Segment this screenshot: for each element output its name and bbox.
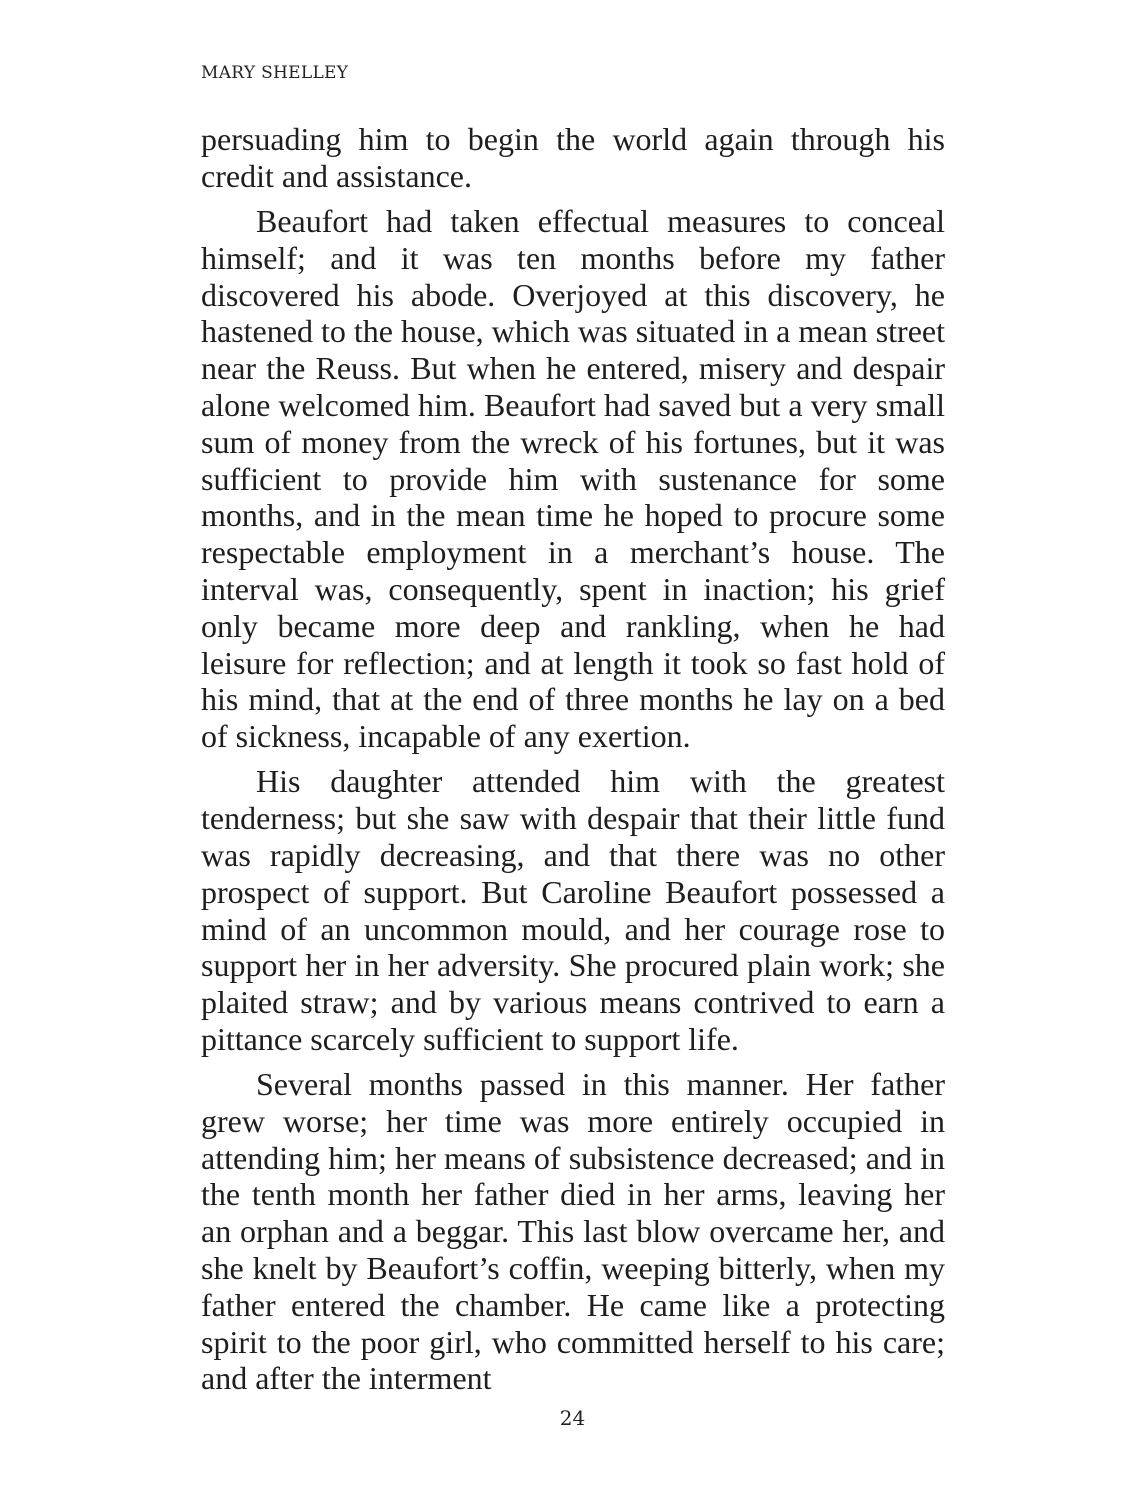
paragraph: Beaufort had taken effectual measures to conceal himself; and it was ten months before my father discovered his abode. Overjoyed at this discovery, he hastened to the house, which was situated in a mean street near the Reuss. But when he entered, misery and despair alone welcomed him. Beaufort had saved but a very small sum of money from the wreck of his fortunes, but it was sufficient to provide him with sustenance for some months, and in the mean time he hoped to procure some respectable employment in a merchant’s house. The interval was, consequently, spent in inaction; his grief only became more deep and rankling, when he had leisure for reflection; and at length it took so fast hold of his mind, that at the end of three months he lay on a bed of sickness, incapable of any exertion. <box>201 202 945 755</box>
paragraph: persuading him to begin the world again through his credit and assistance. <box>201 121 945 194</box>
page-number: 24 <box>559 1406 586 1430</box>
body-text <box>201 121 945 1406</box>
paragraph: Several months passed in this manner. Her father grew worse; her time was more entirely occupied in attending him; her means of subsistence decreased; and in the tenth month her father died in her arms, leaving her an orphan and a beggar. This last blow overcame her, and she knelt by Beaufort’s coffin, weeping bitterly, when my father entered the chamber. He came like a protecting spirit to the poor girl, who committed herself to his care; and after the interment <box>201 1066 945 1397</box>
running-head: MARY SHELLEY <box>201 63 349 83</box>
paragraph: His daughter attended him with the greatest tenderness; but she saw with despair that their little fund was rapidly decreasing, and that there was no other prospect of support. But Caroline Beaufort possessed a mind of an uncommon mould, and her courage rose to support her in her adversity. She procured plain work; she plaited straw; and by various means contrived to earn a pittance scarcely sufficient to support life. <box>201 763 945 1057</box>
